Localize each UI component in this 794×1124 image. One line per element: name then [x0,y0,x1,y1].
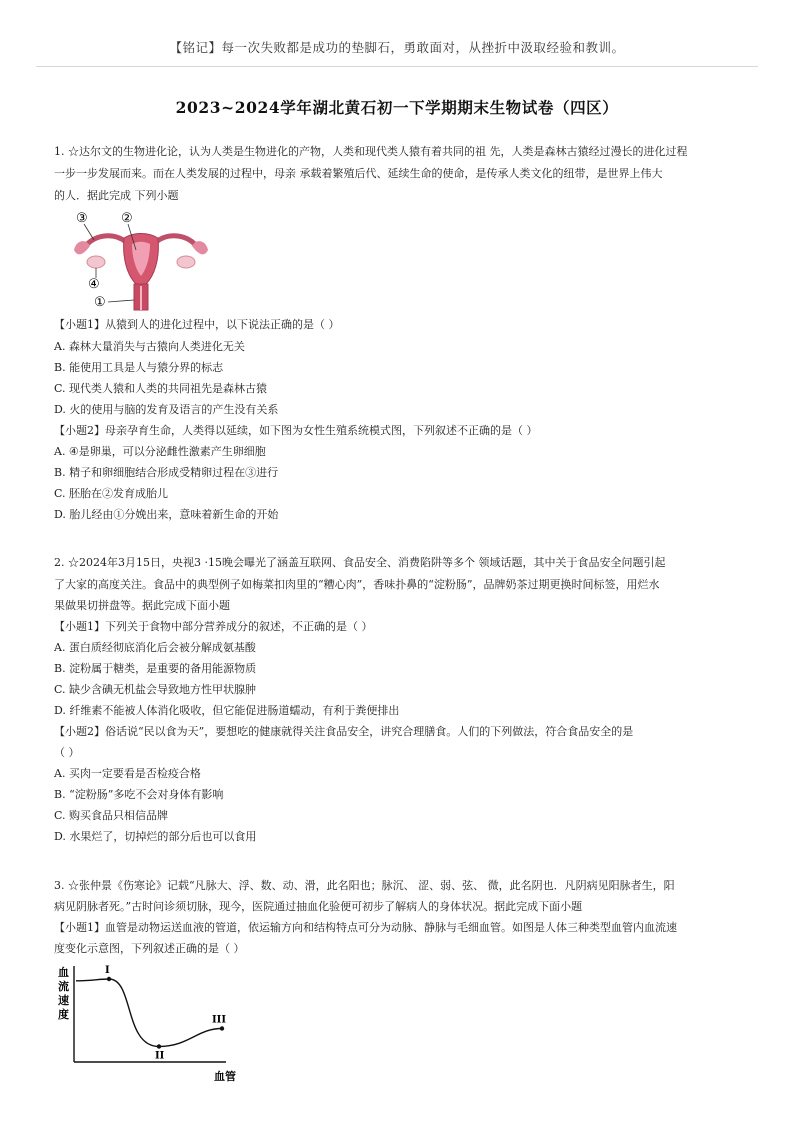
blood-flow-curve [76,979,222,1047]
q2-stem-line-1: 2. ☆2024年3月15日，央视3 ·15晚会曝光了涵盖互联网、食品安全、消费陷阱等多个 领域话题，其中关于食品安全问题引起 [54,556,666,569]
y-axis-label-char-4: 度 [58,1008,69,1021]
data-point-II [157,1044,161,1048]
label-2: ② [121,211,133,226]
q1-sub2-option-d: D. 胎儿经由①分娩出来，意味着新生命的开始 [54,508,279,521]
q1-sub1-option-c: C. 现代类人猿和人类的共同祖先是森林古猿 [54,382,268,395]
q2-stem-line-3: 果做果切拼盘等。据此完成下面小题 [54,599,230,612]
label-1: ① [94,295,106,310]
q1-sub2-option-a: A. ④是卵巢，可以分泌雌性激素产生卵细胞 [54,445,266,458]
q2-sub1-option-b: B. 淀粉属于糖类，是重要的备用能源物质 [54,662,257,675]
point-label-II: II [155,1050,165,1062]
label-3: ③ [76,211,88,226]
q1-stem-line-2: 一步一步发展而来。而在人类发展的过程中，母亲 承载着繁殖后代、延续生命的使命，是传承人类文化的纽带，是世界上伟大 [54,167,663,180]
y-axis-label-char-2: 流 [58,980,69,993]
q2-sub1-option-c: C. 缺少含碘无机盐会导致地方性甲状腺肿 [54,683,257,696]
q2-sub2-prompt: 【小题2】俗话说“民以食为天”，要想吃的健康就得关注食品安全，讲究合理膳食。人们的下列做法，符合食品安全的是 [54,725,634,738]
page-title: 2023~2024学年湖北黄石初一下学期期末生物试卷（四区） [175,98,619,117]
header-divider [36,66,758,67]
q2-sub1-option-d: D. 纤维素不能被人体消化吸收，但它能促进肠道蠕动，有利于粪便排出 [54,704,400,717]
q1-sub2-option-c: C. 胚胎在②发育成胎儿 [54,487,169,500]
q2-sub2-prompt-cont: （ ） [54,746,80,759]
q2-sub2-option-d: D. 水果烂了，切掉烂的部分后也可以食用 [54,830,257,843]
q1-sub1-option-b: B. 能使用工具是人与猿分界的标志 [54,361,224,374]
q1-sub1-prompt: 【小题1】从猿到人的进化过程中，以下说法正确的是（ ） [54,318,340,331]
label-4: ④ [88,277,100,292]
female-reproductive-system-figure [66,210,216,312]
y-axis-label-char-1: 血 [58,966,69,979]
motto: 【铭记】每一次失败都是成功的垫脚石，勇敢面对，从挫折中汲取经验和教训。 [169,40,625,55]
q1-sub2-option-b: B. 精子和卵细胞结合形成受精卵过程在③进行 [54,466,279,479]
q1-stem-line-3: 的人．据此完成 下列小题 [54,189,179,202]
q2-stem-line-2: 了大家的高度关注。食品中的典型例子如梅菜扣肉里的“糟心肉”，香味扑鼻的“淀粉肠”，品牌奶茶过期更换时间标签，用烂水 [54,578,660,591]
q1-sub1-option-a: A. 森林大量消失与古猿向人类进化无关 [54,340,245,353]
point-label-I: I [105,965,110,976]
y-axis-label-char-3: 速 [58,994,69,1007]
q1-sub1-option-d: D. 火的使用与脑的发育及语言的产生没有关系 [54,403,279,416]
data-point-I [107,977,111,981]
q2-sub2-option-b: B. “淀粉肠”多吃不会对身体有影响 [54,788,224,801]
blood-flow-speed-chart [54,960,244,1088]
point-label-III: III [212,1014,227,1026]
q2-sub1-option-a: A. 蛋白质经彻底消化后会被分解成氨基酸 [54,641,256,654]
q1-sub2-prompt: 【小题2】母亲孕育生命，人类得以延续，如下图为女性生殖系统模式图，下列叙述不正确的是（ ） [54,424,538,437]
x-axis-label: 血管 [214,1070,236,1083]
q2-sub2-option-c: C. 购买食品只相信品牌 [54,809,169,822]
q3-stem-line-2: 病见阴脉者死。”古时问诊须切脉，现今，医院通过抽血化验便可初步了解病人的身体状况。据此完成下面小题 [54,900,583,913]
q2-sub2-option-a: A. 买肉一定要看是否检疫合格 [54,767,201,780]
q3-sub1-prompt: 【小题1】血管是动物运送血液的管道，依运输方向和结构特点可分为动脉、静脉与毛细血管。如图是人体三种类型血管内血流速 [54,921,677,934]
data-point-III [220,1026,224,1030]
q1-stem-line-1: 1. ☆达尔文的生物进化论，认为人类是生物进化的产物，人类和现代类人猿有着共同的祖 先，人类是森林古猿经过漫长的进化过程 [54,145,688,158]
q2-sub1-prompt: 【小题1】下列关于食物中部分营养成分的叙述，不正确的是（ ） [54,620,373,633]
q3-stem-line-1: 3. ☆张仲景《伤寒论》记载“凡脉大、浮、数、动、滑，此名阳也；脉沉、 涩、弱、弦、 微，此名阴也．凡阴病见阳脉者生，阳 [54,879,675,892]
q3-sub1-prompt-cont: 度变化示意图，下列叙述正确的是（ ） [54,942,245,955]
